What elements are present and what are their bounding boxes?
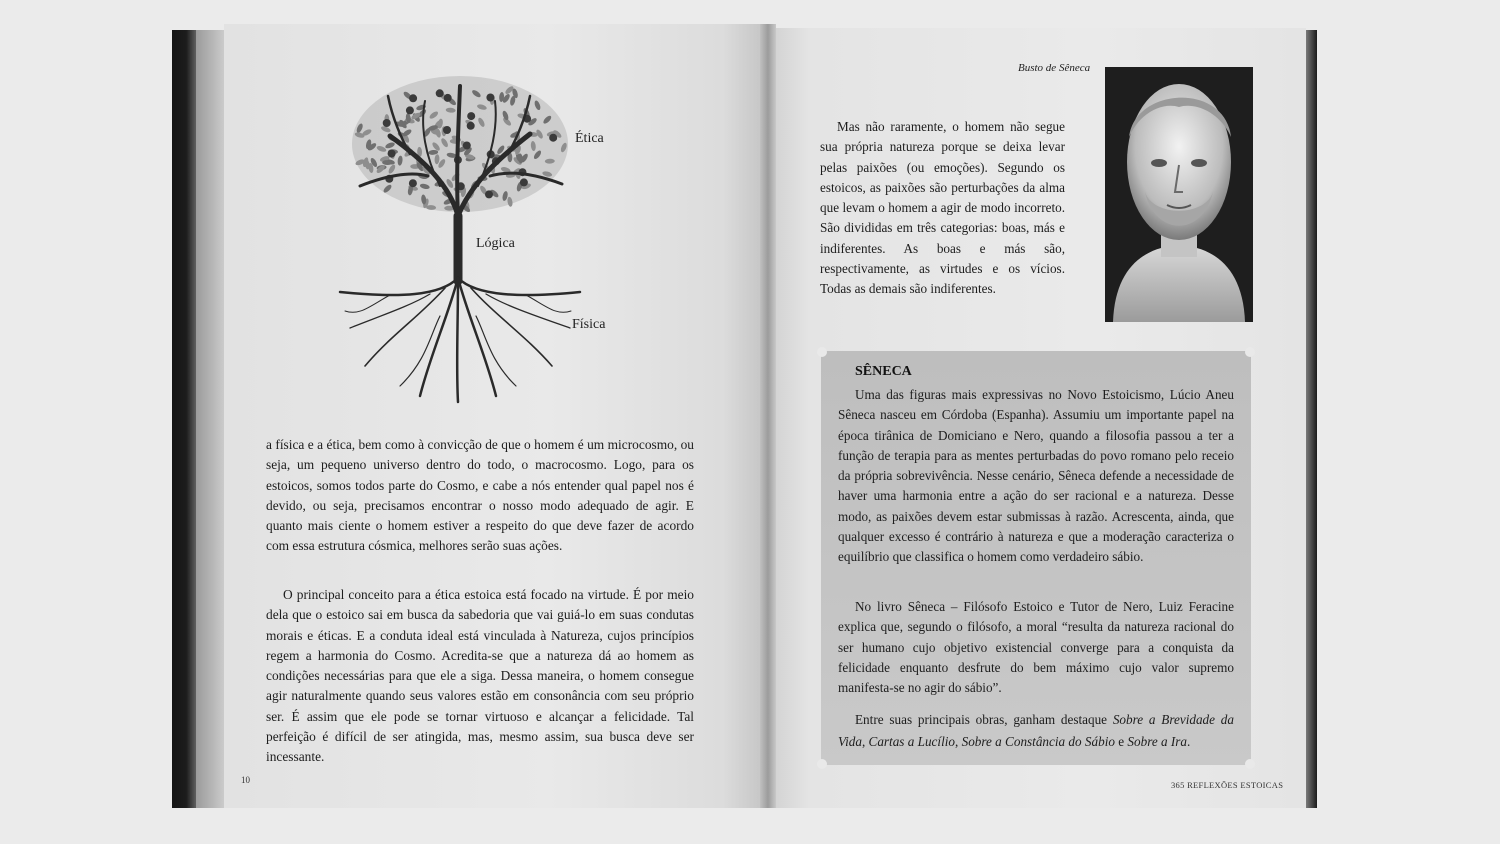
fruit [467,122,475,130]
book-gutter [760,24,776,808]
image-caption: Busto de Sêneca [1018,62,1091,74]
fruit [463,142,471,150]
tree-roots [340,278,580,402]
works-intro: Entre suas principais obras, ganham destaque [855,712,1113,727]
box-corner [817,759,827,769]
fruit [485,190,493,198]
book-cover-edge-right [1306,30,1317,808]
box-corner [1245,759,1255,769]
fruit [443,126,451,134]
fruit [409,94,417,102]
page-number-left: 10 [241,775,250,785]
fruit [549,134,557,142]
works-end: . [1187,734,1191,749]
tree-label-fisica: Física [572,317,606,332]
work-title: Sobre a Constância do Sábio [961,734,1115,749]
book-cover-edge-left [172,30,198,808]
fruit [444,94,452,102]
work-title: Cartas a Lucílio [868,734,955,749]
work-title: Sobre a Ira [1127,734,1188,749]
works-separator: e [1114,734,1128,749]
fruit [520,178,528,186]
box-paragraph-1: Uma das figuras mais expressivas no Novo Estoicismo, Lúcio Aneu Sêneca nasceu em Córdoba (Espanha). Assumiu um importante papel na época tirânica de Domiciano e Nero, quando a filosofia passou a ter a função de terapia para as mentes perturbadas do povo romano pelo receio da própria sobrevivência. Nesse cenário, Sêneca defende a necessidade de haver uma harmonia entre a ação do ser racional e a natureza. Desse modo, as paixões devem estar submissas à razão. Acrescenta, ainda, que qualquer excesso é contrário à natureza e que a moderação caracteriza o equilíbrio que classifica o homem como verdadeiro sábio. [838,387,1234,565]
left-paragraph-2: O principal conceito para a ética estoica está focado na virtude. É por meio dela que o estoico sai em busca da sabedoria que vai guiá-lo em suas condutas morais e éticas. E a conduta ideal está vinculada à Natureza, cujos princípios regem a harmonia do Cosmo. Acredita-se que a natureza dá ao homem as condições necessárias para que ele a siga. Dessa maneira, o homem consegue agir naturalmente quando seus valores estão em consonância com seu próprio ser. É assim que ele pode se tornar virtuoso e alcançar a felicidade. Tal perfeição é difícil de ser atingida, mas, mesmo assim, sua busca deve ser incessante. [266,587,694,765]
fruit [383,119,391,127]
fruit [409,179,417,187]
fruit [406,106,414,114]
fruit [467,112,475,120]
box-title: SÊNECA [855,364,912,379]
left-paragraph-1: a física e a ética, bem como à convicção de que o homem é um microcosmo, ou seja, um pequeno universo dentro do todo, o macrocosmo. Logo, para os estoicos, somos todos parte do Cosmo, e cabe a nós entender qual papel nos é devido, ou seja, precisamos encontrar o nosso modo adequado de agir. E quanto mais ciente o homem estiver a respeito do que deve fazer de acordo com essa estrutura cósmica, melhores serão suas ações. [266,437,694,554]
tree-label-logica: Lógica [476,236,515,251]
page-stack-left [196,30,226,808]
fruit [486,94,494,102]
right-intro-text: Mas não raramente, o homem não segue sua própria natureza porque se deixa levar pelas paixões (ou emoções). Segundo os estoicos, as paixões são perturbações da alma que levam o homem a agir de modo incorreto. São divididas em três categorias: boas, más e indiferentes. As boas e más são, respectivamente, as virtudes e os vícios. Todas as demais são indiferentes. [820,119,1065,297]
tree-label-etica: Ética [575,131,604,146]
box-corner [1245,347,1255,357]
box-corner [817,347,827,357]
right-intro-paragraph [820,117,1065,300]
box-paragraph-2: No livro Sêneca – Filósofo Estoico e Tutor de Nero, Luiz Feracine explica que, segundo o filósofo, a moral “resulta da natureza racional do ser humano cujo objetivo existencial converge para a conquista da felicidade enquanto desfrute do bem máximo cujo valor supremo manifesta-se no agir do sábio”. [838,599,1234,696]
fruit [436,89,444,97]
running-footer: 365 REFLEXÕES ESTOICAS [1171,780,1284,790]
box-paragraph-3 [838,709,1234,753]
fruit [388,150,396,158]
works-separator: , [861,734,869,749]
tree-illustration [330,66,590,406]
work-title: Sobre a Brevidade da Vida [838,712,1234,749]
works-separator: , [955,734,962,749]
seneca-bust-photo [1105,67,1253,322]
